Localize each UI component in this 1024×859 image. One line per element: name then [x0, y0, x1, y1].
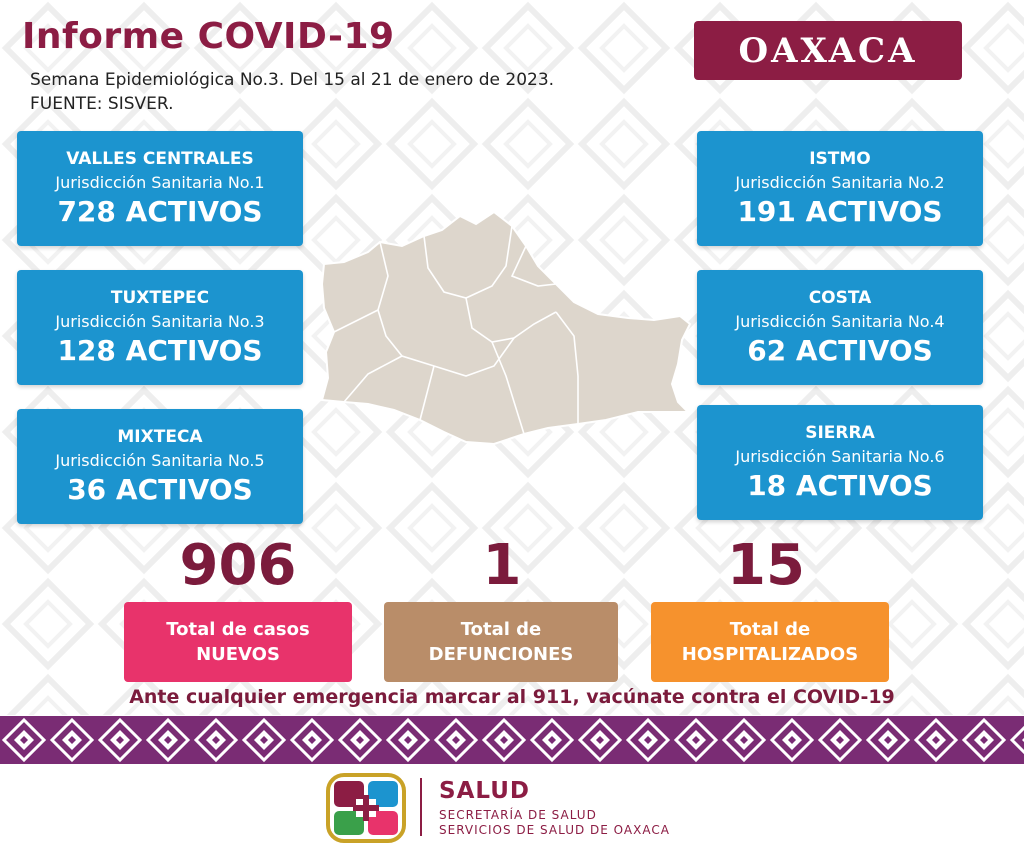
deaths-box [384, 602, 618, 682]
decorative-band [0, 716, 1024, 764]
active-cases: 18 ACTIVOS [747, 469, 933, 502]
oaxaca-map [316, 206, 692, 448]
salud-wordmark: SALUD [439, 778, 530, 804]
total-label: Total de [729, 619, 811, 640]
emergency-message: Ante cualquier emergencia marcar al 911, vacúnate contra el COVID-19 [129, 686, 895, 708]
logo-divider [420, 778, 422, 836]
jurisdiction-number: Jurisdicción Sanitaria No.4 [735, 312, 945, 331]
state-badge: OAXACA [694, 21, 962, 80]
hospitalized-number: 15 [727, 533, 805, 598]
region-name: TUXTEPEC [110, 288, 210, 308]
total-label: Total de casos [166, 619, 310, 640]
jurisdiction-card-sierra [697, 405, 983, 520]
jurisdiction-card-valles-centrales [17, 131, 303, 246]
active-cases: 191 ACTIVOS [737, 195, 943, 228]
region-name: VALLES CENTRALES [66, 149, 254, 169]
data-source: FUENTE: SISVER. [30, 94, 174, 114]
secretaria-line: SECRETARÍA DE SALUD [439, 808, 597, 822]
active-cases: 728 ACTIVOS [57, 195, 263, 228]
page-title: Informe COVID-19 [22, 16, 395, 57]
jurisdiction-card-costa [697, 270, 983, 385]
new-cases-number: 906 [179, 533, 297, 598]
total-kind: NUEVOS [196, 644, 280, 665]
week-subtitle: Semana Epidemiológica No.3. Del 15 al 21 de enero de 2023. [30, 70, 555, 90]
region-name: COSTA [808, 288, 872, 308]
jurisdiction-card-mixteca [17, 409, 303, 524]
servicios-line: SERVICIOS DE SALUD DE OAXACA [439, 823, 670, 837]
total-label: Total de [460, 619, 542, 640]
salud-logo-icon [326, 773, 406, 843]
active-cases: 128 ACTIVOS [57, 334, 263, 367]
region-name: ISTMO [809, 149, 871, 169]
jurisdiction-number: Jurisdicción Sanitaria No.3 [55, 312, 265, 331]
jurisdiction-number: Jurisdicción Sanitaria No.6 [735, 447, 945, 466]
total-kind: HOSPITALIZADOS [681, 644, 859, 665]
hospitalized-box [651, 602, 889, 682]
new-cases-box [124, 602, 352, 682]
region-name: MIXTECA [117, 427, 203, 447]
jurisdiction-card-istmo [697, 131, 983, 246]
deaths-number: 1 [482, 533, 522, 598]
jurisdiction-number: Jurisdicción Sanitaria No.1 [55, 173, 265, 192]
jurisdiction-number: Jurisdicción Sanitaria No.2 [735, 173, 945, 192]
active-cases: 62 ACTIVOS [747, 334, 933, 367]
jurisdiction-number: Jurisdicción Sanitaria No.5 [55, 451, 265, 470]
active-cases: 36 ACTIVOS [67, 473, 253, 506]
jurisdiction-card-tuxtepec [17, 270, 303, 385]
region-name: SIERRA [805, 423, 875, 443]
total-kind: DEFUNCIONES [428, 644, 574, 665]
